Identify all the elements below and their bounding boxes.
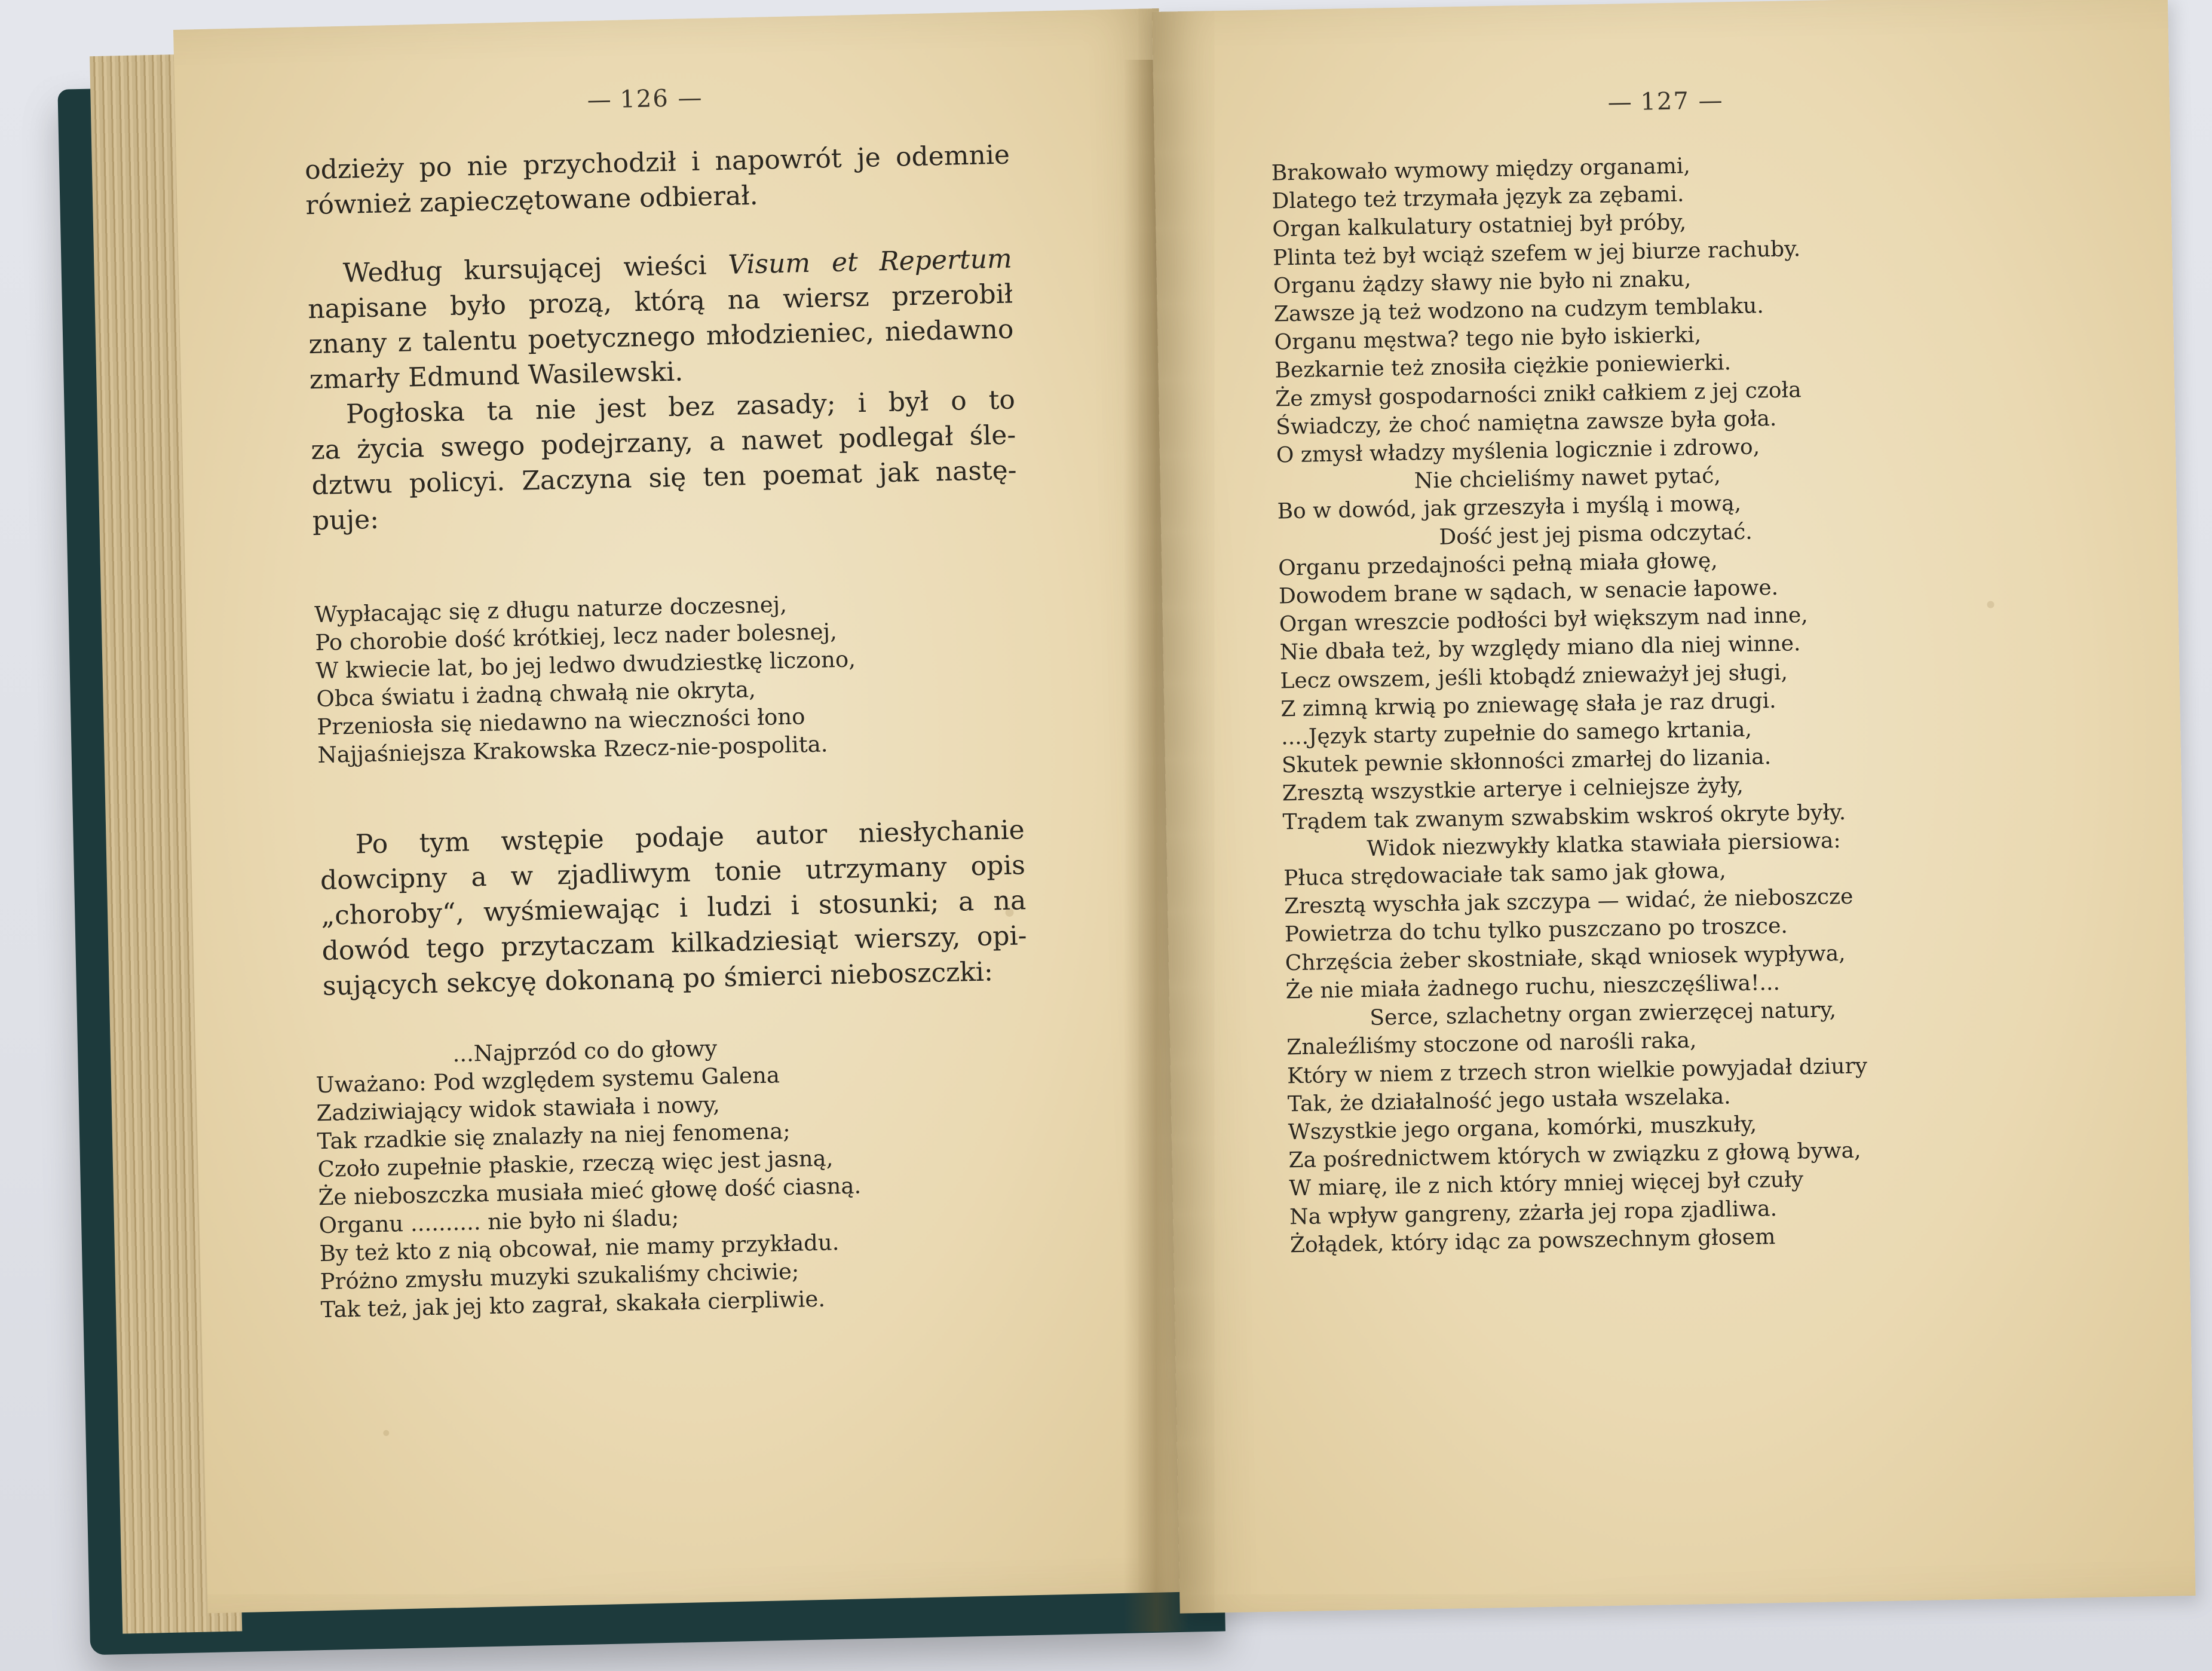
verse-line: Płuca strędowaciałe tak samo jak głowa,: [1283, 858, 1727, 891]
verse-line: Powietrza do tchu tylko puszczano po troszce.: [1284, 914, 1788, 947]
text-line: odzieży po nie przychodził i napowrót je odemnie: [304, 139, 1010, 186]
verse-line: Organ wreszcie podłości był większym nad inne,: [1279, 603, 1808, 637]
verse-line: Najjaśniejsza Krakowska Rzecz-nie-pospolita.: [317, 731, 828, 769]
verse-line: Zresztą wyschła jak szczypa — widać, że nieboszcze: [1283, 885, 1853, 919]
verse-line: Tak, że działalność jego ustała wszelaka.: [1287, 1084, 1731, 1117]
verse-line: Chrzęścia żeber skostniałe, skąd wniosek wypływa,: [1285, 941, 1846, 976]
verse-line: By też kto z nią obcował, nie mamy przykładu.: [319, 1229, 840, 1267]
verse-line: Serce, szlachetny organ zwierzęcej natury,: [1370, 997, 1837, 1030]
verse-line: Który w niem z trzech stron wielkie powyjadał dziury: [1286, 1053, 1868, 1088]
verse-line: Wszystkie jego organa, komórki, muszkuły,: [1288, 1112, 1757, 1145]
page-number-value: 127: [1640, 87, 1690, 116]
paragraph-1: [305, 137, 1018, 539]
right-page: [1152, 0, 2196, 1614]
page-number-right: — 127 —: [1607, 87, 1724, 117]
verse-line: Trądem tak zwanym szwabskim wskroś okryte były.: [1282, 800, 1846, 835]
verse-line: Obca światu i żadną chwałą nie okryta,: [316, 677, 756, 712]
verse-block-1: [314, 585, 1023, 769]
verse-line: Plinta też był wciąż szefem w jej biurze rachuby.: [1272, 236, 1801, 271]
text-line: zmarły Edmund Wasilewski.: [309, 356, 684, 396]
left-page: [173, 8, 1193, 1613]
paragraph-4: [319, 812, 1028, 1004]
verse-line: Brakowało wymowy między organami,: [1271, 154, 1691, 186]
verse-line: Zresztą wszystkie arterye i celniejsze żyły,: [1282, 773, 1744, 806]
verse-line: Tak też, jak jej kto zagrał, skakała cierpliwie.: [320, 1286, 826, 1323]
text-line: „choroby“, wyśmiewając i ludzi i stosunki; a na: [320, 885, 1027, 931]
verse-line: Organu męstwa? tego nie było iskierki,: [1274, 323, 1702, 355]
verse-line: Po chorobie dość krótkiej, lecz nader bolesnej,: [314, 619, 838, 656]
verse-line: Za pośrednictwem których w związku z głową bywa,: [1288, 1138, 1861, 1173]
italic-title: Visum et Repertum: [727, 243, 1013, 280]
text-line: dztwu policyi. Zaczyna się ten poemat jak nastę-: [311, 455, 1017, 501]
verse-line: Dość jest jej pisma odczytać.: [1439, 519, 1753, 550]
verse-line: Widok niezwykły klatka stawiała piersiowa:: [1367, 828, 1841, 861]
verse-line: Że nie miała żadnego ruchu, nieszczęśliwa!...: [1285, 970, 1781, 1004]
verse-line: Żołądek, który idąc za powszechnym głosem: [1289, 1224, 1776, 1257]
text-line: napisane było prozą, którą na wiersz przerobił: [307, 278, 1013, 325]
verse-line: Przeniosła się niedawno na wieczności łono: [317, 703, 805, 740]
verse-line: Czoło zupełnie płaskie, rzeczą więc jest jasną,: [317, 1145, 834, 1183]
verse-line: Z zimną krwią po zniewagę słała je raz drugi.: [1280, 688, 1776, 722]
verse-line: Zawsze ją też wodzono na cudzym temblaku.: [1273, 293, 1764, 327]
page-number-value: 126: [619, 84, 670, 114]
verse-line: Na wpływ gangreny, zżarła jej ropa zjadliwa.: [1289, 1196, 1778, 1229]
verse-line: Że zmysł gospodarności znikł całkiem z jej czoła: [1274, 377, 1802, 412]
text-line: Po tym wstępie podaje autor niesłychanie: [355, 815, 1025, 860]
verse-line: Zadziwiający widok stawiała i nowy,: [316, 1091, 721, 1127]
page-number-left: — 126 —: [587, 84, 703, 114]
verse-line: W miarę, ile z nich który mniej więcej był czuły: [1289, 1167, 1804, 1201]
verse-line: Organ kalkulatury ostatniej był próby,: [1272, 210, 1687, 242]
paper-spot: [383, 1430, 389, 1436]
text-line: dowód tego przytaczam kilkadziesiąt wierszy, opi-: [321, 920, 1027, 966]
verse-line: Nie dbała też, by względy miano dla niej winne.: [1279, 631, 1801, 665]
verse-line: Bezkarnie też znosiła ciężkie poniewierki.: [1274, 350, 1732, 383]
text-line: również zapieczętowane odbierał.: [305, 180, 759, 221]
verse-line: Próżno zmysłu muzyki szukaliśmy chciwie;: [320, 1258, 799, 1295]
verse-line: Organu żądzy sławy nie było ni znaku,: [1273, 267, 1692, 299]
verse-block-2: [315, 1027, 1038, 1324]
verse-line: Organu przedajności pełną miała głowę,: [1277, 548, 1718, 581]
verse-line: W kwiecie lat, bo jej ledwo dwudziestkę liczono,: [315, 646, 856, 684]
text-line: puje:: [312, 504, 379, 537]
verse-block-3: [1271, 146, 2043, 1260]
verse-line: Uważano: Pod względem systemu Galena: [315, 1062, 780, 1098]
text-run: Według kursującej wieści: [342, 249, 728, 289]
verse-line: Że nieboszczka musiała mieć głowę dość ciasną.: [318, 1173, 862, 1211]
verse-line: Bo w dowód, jak grzeszyła i myślą i mową,: [1277, 491, 1742, 524]
verse-line: Skutek pewnie skłonności zmarłej do lizania.: [1281, 745, 1772, 778]
text-line: dowcipny a w zjadliwym tonie utrzymany opis: [320, 850, 1026, 896]
verse-line: Nie chcieliśmy nawet pytać,: [1414, 463, 1721, 494]
text-line: znany z talentu poetycznego młodzieniec, niedawno: [308, 314, 1014, 360]
verse-line: ...Najprzód co do głowy: [452, 1035, 718, 1067]
verse-line: Lecz owszem, jeśli ktobądź znieważył jej sługi,: [1280, 660, 1788, 694]
verse-line: Organu .......... nie było ni śladu;: [318, 1205, 679, 1239]
verse-line: Dlatego też trzymała język za zębami.: [1272, 182, 1684, 214]
verse-line: ....Język starty zupełnie do samego krtania,: [1280, 717, 1753, 750]
verse-line: Świadczy, że choć namiętna zawsze była goła.: [1275, 406, 1777, 440]
verse-line: Wypłacając się z długu naturze doczesnej,: [314, 591, 788, 628]
verse-line: O zmysł władzy myślenia logicznie i zdrowo,: [1276, 434, 1760, 468]
text-line: za życia swego podejrzany, a nawet podlegał śle-: [310, 420, 1016, 466]
verse-line: Dowodem brane w sądach, w senacie łapowe.: [1278, 575, 1779, 609]
verse-line: Znaleźliśmy stoczone od narośli raka,: [1286, 1028, 1697, 1060]
verse-line: Tak rzadkie się znalazły na niej fenomena;: [317, 1118, 791, 1155]
text-line: sujących sekcyę dokonaną po śmierci nieboszczki:: [322, 956, 994, 1002]
text-line: Pogłoska ta nie jest bez zasady; i był o to: [345, 384, 1016, 430]
